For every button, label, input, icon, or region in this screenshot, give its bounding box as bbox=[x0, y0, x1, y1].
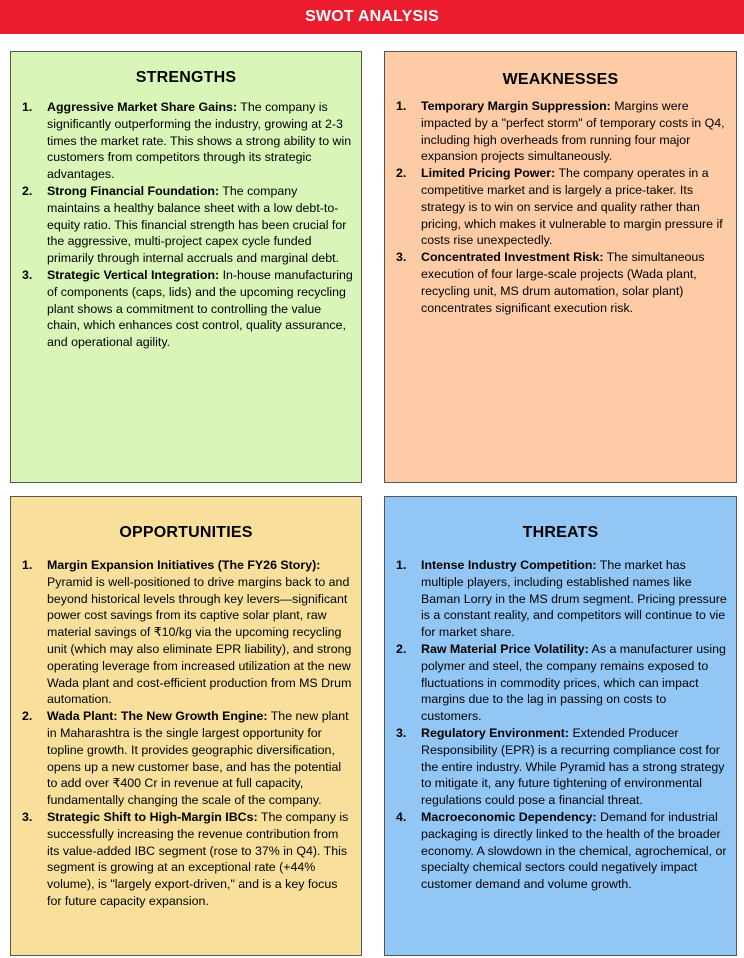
item-text: Demand for industrial packaging is directly linked to the health of the broader economy. A slowdown in the chemical, agrochemical, or specialty chemical sectors could negatively impact customer demand and volume growth. bbox=[421, 809, 727, 892]
threats-list bbox=[385, 557, 736, 893]
weaknesses-list bbox=[385, 98, 736, 316]
item-number: 2. bbox=[396, 641, 407, 656]
item-number: 3. bbox=[22, 267, 33, 282]
item-text: The company operates in a competitive market and is largely a price-taker. Its strategy is to win on service and quality rather than pricing, which makes it vulnerable to margin pressure if costs rise unexpectedly. bbox=[421, 166, 723, 248]
weaknesses-quadrant bbox=[384, 51, 737, 483]
list-item bbox=[385, 641, 736, 725]
item-title: Strong Financial Foundation: bbox=[47, 183, 220, 198]
item-number: 3. bbox=[22, 809, 33, 824]
item-number: 2. bbox=[22, 709, 33, 724]
item-text: As a manufacturer using polymer and steel, the company remains exposed to fluctuations in commodity prices, which can impact margins due to the lag in passing on costs to customers. bbox=[421, 641, 726, 724]
list-item bbox=[385, 557, 736, 641]
item-number: 4. bbox=[396, 809, 407, 824]
swot-title-banner bbox=[0, 0, 744, 34]
item-text: The company is successfully increasing the revenue contribution from its value-added IBC segment (rose to 37% in Q4). This segment is growing at an exceptional rate (+44% volume), is "largely export-driven," and is a key focus for future capacity expansion. bbox=[47, 809, 349, 908]
item-text: Margins were impacted by a "perfect storm" of temporary costs in Q4, including high overheads from running four major expansion projects simultaneously. bbox=[421, 99, 725, 164]
threats-quadrant bbox=[384, 496, 737, 956]
list-item bbox=[11, 99, 361, 183]
page-title: SWOT ANALYSIS bbox=[305, 8, 439, 25]
item-number: 1. bbox=[396, 558, 407, 572]
item-text: Extended Producer Responsibility (EPR) is a recurring compliance cost for the entire industry. While Pyramid has a strong strategy to mitigate it, any future tightening of environmental regulations could pose a financial threat. bbox=[421, 725, 725, 808]
item-number: 2. bbox=[396, 166, 407, 181]
item-title: Intense Industry Competition: bbox=[421, 558, 597, 572]
item-title: Concentrated Investment Risk: bbox=[421, 250, 604, 265]
item-title: Strategic Vertical Integration: bbox=[47, 267, 220, 282]
item-text: Pyramid is well-positioned to drive margins back to and beyond historical levels through key levers—significant power cost savings from its captive solar plant, raw material savings of ₹10/kg via the upcoming recycling unit (which may also eliminate EPR liability), and strong operating leverage from increased utilization at the new Wada plant and cost-efficient production from MS Drum automation. bbox=[47, 574, 352, 707]
item-number: 3. bbox=[396, 725, 407, 740]
list-item bbox=[385, 98, 736, 165]
list-item bbox=[385, 725, 736, 809]
item-text: The company is significantly outperforming the industry, growing at 2-3 times the market rate. This shows a strong ability to win customers from competitors through its strategic advantages. bbox=[47, 100, 352, 182]
item-text: The new plant in Maharashtra is the single largest opportunity for topline growth. It provides geographic diversification, opens up a new customer base, and has the potential to add over ₹400 Cr in revenue at full capacity, fundamentally changing the scale of the company. bbox=[47, 709, 349, 808]
weaknesses-heading: WEAKNESSES bbox=[502, 71, 619, 88]
strengths-quadrant bbox=[10, 51, 362, 483]
opportunities-quadrant bbox=[10, 496, 362, 956]
list-item bbox=[11, 183, 361, 267]
item-text: The simultaneous execution of four large-scale projects (Wada plant, recycling unit, MS drum automation, solar plant) concentrates significant execution risk. bbox=[421, 250, 705, 315]
item-title: Strategic Shift to High-Margin IBCs: bbox=[47, 809, 258, 824]
item-title: Limited Pricing Power: bbox=[421, 166, 556, 181]
item-title: Temporary Margin Suppression: bbox=[421, 99, 611, 113]
item-number: 1. bbox=[22, 558, 33, 572]
list-item bbox=[11, 809, 361, 910]
item-title: Aggressive Market Share Gains: bbox=[47, 100, 238, 114]
item-text: The company maintains a healthy balance sheet with a low debt-to-equity ratio. This financial strength has been crucial for the aggressive, multi-project capex cycle funded primarily through internal accruals and marginal debt. bbox=[47, 183, 347, 266]
item-text: In-house manufacturing of components (caps, lids) and the upcoming recycling plant shows a commitment to controlling the value chain, which enhances cost control, quality assurance, and operational agility. bbox=[47, 267, 353, 350]
list-item bbox=[385, 165, 736, 249]
list-item bbox=[11, 267, 361, 351]
item-text: The market has multiple players, including established names like Baman Lorry in the MS drum segment. Pricing pressure is a constant reality, and competitors will continue to vie for market share. bbox=[421, 558, 727, 640]
threats-heading: THREATS bbox=[522, 524, 599, 541]
list-item bbox=[385, 249, 736, 316]
strengths-heading: STRENGTHS bbox=[135, 69, 237, 86]
strengths-list bbox=[11, 99, 361, 351]
list-item bbox=[385, 809, 736, 893]
opportunities-list bbox=[11, 557, 361, 910]
item-number: 1. bbox=[22, 100, 33, 114]
item-number: 2. bbox=[22, 183, 33, 198]
item-number: 3. bbox=[396, 250, 407, 265]
item-title: Wada Plant: The New Growth Engine: bbox=[47, 709, 268, 724]
item-number: 1. bbox=[396, 99, 407, 113]
item-title: Margin Expansion Initiatives (The FY26 Story): bbox=[47, 558, 321, 572]
item-title: Regulatory Environment: bbox=[421, 725, 570, 740]
list-item bbox=[11, 708, 361, 809]
item-title: Raw Material Price Volatility: bbox=[421, 641, 589, 656]
list-item bbox=[11, 557, 361, 708]
item-title: Macroeconomic Dependency: bbox=[421, 809, 597, 824]
opportunities-heading: OPPORTUNITIES bbox=[119, 524, 253, 541]
